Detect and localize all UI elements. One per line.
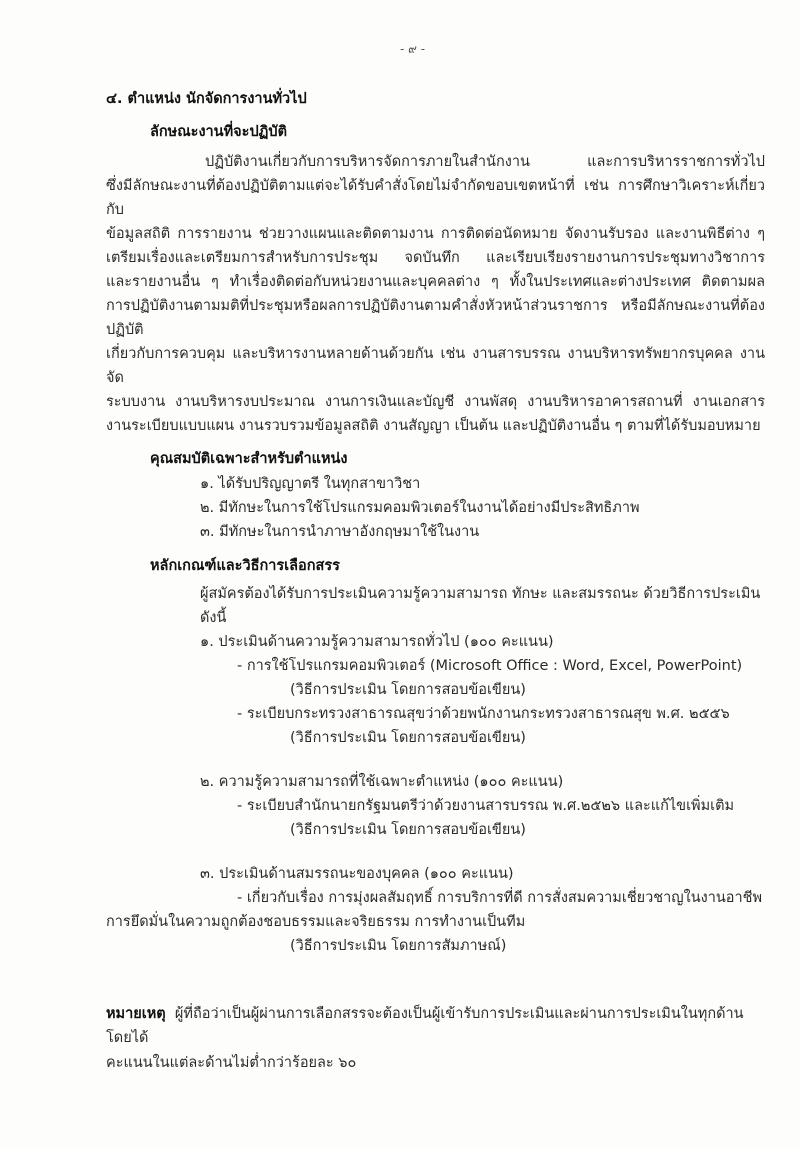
page-number: - ๙ -	[399, 42, 426, 56]
duties-line: ระบบงาน งานบริหารงบประมาณ งานการเงินและบัญชี งานพัสดุ งานบริหารอาคารสถานที่ งานเอกสาร	[106, 394, 765, 410]
criterion-1-method: (วิธีการประเมิน โดยการสอบข้อเขียน)	[290, 682, 526, 698]
criterion-1-method: (วิธีการประเมิน โดยการสอบข้อเขียน)	[290, 730, 526, 746]
duties-line: เกี่ยวกับการควบคุม และบริหารงานหลายด้านด้วยกัน เช่น งานสารบรรณ งานบริหารทรัพยากรบุคคล งานจัด	[106, 346, 765, 386]
note-text: ผู้ที่ถือว่าเป็นผู้ผ่านการเลือกสรรจะต้องเป็นผู้เข้ารับการประเมินและผ่านการประเมินในทุกด้าน โดยได้	[106, 1006, 744, 1046]
criterion-2-title: ๒. ความรู้ความสามารถที่ใช้เฉพาะตำแหน่ง (๑๐๐ คะแนน)	[200, 774, 564, 790]
duties-line: การปฏิบัติงานตามมติที่ประชุมหรือผลการปฏิบัติงานตามคำสั่งหัวหน้าส่วนราชการ หรือมีลักษณะงานที่ต้องปฏิบัติ	[106, 298, 765, 338]
criterion-1-title: ๑. ประเมินด้านความรู้ความสามารถทั่วไป (๑๐๐ คะแนน)	[200, 634, 554, 650]
criterion-3-title: ๓. ประเมินด้านสมรรถนะของบุคคล (๑๐๐ คะแนน)	[200, 866, 514, 882]
qualification-item: ๓. มีทักษะในการนำภาษาอังกฤษมาใช้ในงาน	[200, 524, 480, 540]
note-label: หมายเหตุ	[106, 1006, 166, 1022]
duties-line: ปฏิบัติงานเกี่ยวกับการบริหารจัดการภายในสำนักงาน และการบริหารราชการทั่วไป	[205, 154, 765, 170]
qualification-item: ๒. มีทักษะในการใช้โปรแกรมคอมพิวเตอร์ในงานได้อย่างมีประสิทธิภาพ	[200, 500, 640, 516]
criterion-3-item-cont: การยึดมั่นในความถูกต้องชอบธรรมและจริยธรรม การทำงานเป็นทีม	[106, 914, 526, 930]
selection-intro: ผู้สมัครต้องได้รับการประเมินความรู้ความสามารถ ทักษะ และสมรรถนะ ด้วยวิธีการประเมิน ดังนี้	[200, 586, 761, 626]
note-text-cont: คะแนนในแต่ละด้านไม่ต่ำกว่าร้อยละ ๖๐	[106, 1055, 357, 1071]
criterion-3-item: - เกี่ยวกับเรื่อง การมุ่งผลสัมฤทธิ์ การบริการที่ดี การสั่งสมความเชี่ยวชาญในงานอาชีพ	[237, 890, 763, 906]
criterion-1-item: - การใช้โปรแกรมคอมพิวเตอร์ (Microsoft Office : Word, Excel, PowerPoint)	[237, 658, 743, 674]
qualification-item: ๑. ได้รับปริญญาตรี ในทุกสาขาวิชา	[200, 476, 421, 492]
criterion-3-method: (วิธีการประเมิน โดยการสัมภาษณ์)	[290, 938, 507, 954]
duties-line: ซึ่งมีลักษณะงานที่ต้องปฏิบัติตามแต่จะได้รับคำสั่งโดยไม่จำกัดขอบเขตหน้าที่ เช่น การศึกษาวิเคราะห์เกี่ยวกับ	[106, 178, 765, 218]
criterion-1-item: - ระเบียบกระทรวงสาธารณสุขว่าด้วยพนักงานกระทรวงสาธารณสุข พ.ศ. ๒๕๕๖	[237, 706, 730, 722]
duties-line: ข้อมูลสถิติ การรายงาน ช่วยวางแผนและติดตามงาน การติดต่อนัดหมาย จัดงานรับรอง และงานพิธีต่าง ๆ	[106, 226, 765, 242]
duties-line: และรายงานอื่น ๆ ทำเรื่องติดต่อกับหน่วยงานและบุคคลต่าง ๆ ทั้งในประเทศและต่างประเทศ ติดตามผล	[106, 274, 765, 290]
duties-title: ลักษณะงานที่จะปฏิบัติ	[150, 124, 287, 140]
selection-title: หลักเกณฑ์และวิธีการเลือกสรร	[150, 558, 340, 574]
duties-line: งานระเบียบแบบแผน งานรวบรวมข้อมูลสถิติ งานสัญญา เป็นต้น และปฏิบัติงานอื่น ๆ ตามที่ได้รับมอบหมาย	[106, 418, 761, 434]
qualifications-title: คุณสมบัติเฉพาะสำหรับตำแหน่ง	[150, 451, 348, 467]
criterion-2-item: - ระเบียบสำนักนายกรัฐมนตรีว่าด้วยงานสารบรรณ พ.ศ.๒๕๒๖ และแก้ไขเพิ่มเติม	[237, 798, 735, 814]
position-heading: ๔. ตำแหน่ง นักจัดการงานทั่วไป	[106, 91, 307, 107]
duties-line: เตรียมเรื่องและเตรียมการสำหรับการประชุม จดบันทึก และเรียบเรียงรายงานการประชุมทางวิชาการ	[106, 250, 765, 266]
criterion-2-method: (วิธีการประเมิน โดยการสอบข้อเขียน)	[290, 822, 526, 838]
note	[106, 1002, 765, 1050]
